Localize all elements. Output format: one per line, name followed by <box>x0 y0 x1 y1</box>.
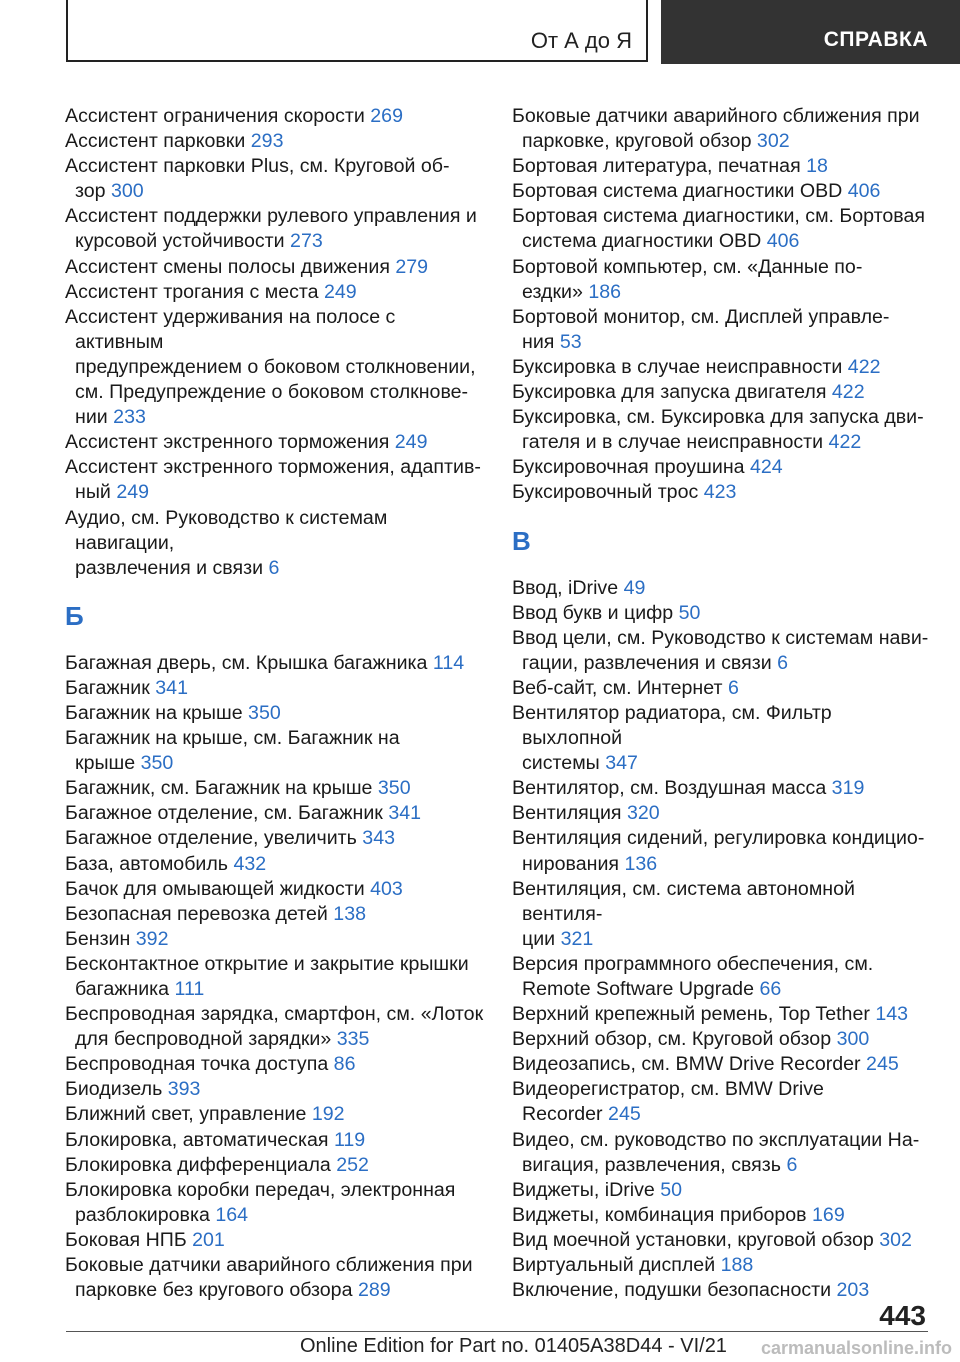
index-entry <box>65 204 485 254</box>
index-entry <box>65 927 485 952</box>
index-page-link[interactable]: 50 <box>678 601 701 624</box>
index-entry-text: Вентиляция сидений, регулировка кондицио- нирования <box>512 827 925 875</box>
index-entry-text: Багажное отделение, см. Багажник <box>65 802 383 825</box>
index-entry-text: Вентиляция <box>512 802 622 825</box>
index-entry-text: Включение, подушки безопасности <box>512 1279 832 1302</box>
index-entry <box>65 154 485 204</box>
index-entry <box>512 601 932 626</box>
index-entry <box>65 877 485 902</box>
index-entry <box>512 1128 932 1178</box>
index-entry <box>512 380 932 405</box>
index-entry-text: Багажная дверь, см. Крышка багажника <box>65 651 428 674</box>
tab-a-to-z-label: От А до Я <box>530 28 632 53</box>
index-entry <box>65 455 485 505</box>
index-entry-text: Ассистент удерживания на полосе с активным предупреждением о боковом столкновении, см. Предупреждение о боковом столкнове- нии <box>65 305 476 429</box>
index-page-link[interactable]: 432 <box>233 852 267 875</box>
index-page-link[interactable]: 300 <box>836 1028 870 1051</box>
index-entry-text: Бортовая система диагностики, см. Бортовая система диагностики OBD <box>512 205 925 253</box>
index-entry-text: Версия программного обеспечения, см. Remote Software Upgrade <box>512 952 874 1000</box>
index-page-link[interactable]: 403 <box>370 877 403 900</box>
index-entry-text: Беспроводная зарядка, смартфон, см. «Лоток для беспроводной зарядки» <box>65 1003 484 1051</box>
index-page-link[interactable]: 321 <box>560 927 594 950</box>
index-entry-text: Бортовая система диагностики OBD <box>512 180 843 203</box>
index-entry-text: Виртуальный дисплей <box>512 1254 716 1277</box>
index-page-link[interactable]: 424 <box>750 456 783 479</box>
index-entry-text: База, автомобиль <box>65 852 229 875</box>
index-page-link[interactable]: 164 <box>215 1203 249 1226</box>
index-entry-text: Ассистент парковки <box>65 130 246 153</box>
index-entry-text: Биодизель <box>65 1078 163 1101</box>
index-page-link[interactable]: 350 <box>140 752 174 775</box>
index-column-left <box>65 104 485 1303</box>
index-entry <box>65 776 485 801</box>
index-entry <box>65 1253 485 1303</box>
index-entry <box>512 355 932 380</box>
index-page-link[interactable]: 293 <box>250 130 284 153</box>
index-entry-text: Вентиляция, см. система автономной вентиля- ции <box>512 877 855 950</box>
index-entry <box>512 204 932 254</box>
index-page-link[interactable]: 18 <box>806 155 828 178</box>
edition-note: Online Edition for Part no. 01405A38D44 - VI/21 <box>300 1335 727 1357</box>
index-entry <box>65 1228 485 1253</box>
watermark: carmanualsonline.info <box>760 1338 952 1358</box>
index-entry <box>65 506 485 581</box>
index-page-link[interactable]: 279 <box>395 255 429 278</box>
index-entry-text: Бачок для омывающей жидкости <box>65 877 365 900</box>
index-entry <box>512 952 932 1002</box>
index-page-link[interactable]: 49 <box>623 576 646 599</box>
index-entry-text: Веб-сайт, см. Интернет <box>512 676 723 699</box>
index-entry <box>65 1178 485 1228</box>
index-entry <box>65 1052 485 1077</box>
index-entry-text: Видео, см. руководство по эксплуатации На- вигация, развлечения, связь <box>512 1128 920 1176</box>
index-entry <box>512 1002 932 1027</box>
index-page-link[interactable]: 406 <box>766 230 800 253</box>
index-entry-text: Блокировка дифференциала <box>65 1153 331 1176</box>
index-page-link[interactable]: 66 <box>759 978 782 1000</box>
index-page-link[interactable]: 6 <box>786 1153 798 1176</box>
tab-reference[interactable] <box>661 0 960 64</box>
index-entry-text: Ввод цели, см. Руководство к системам нави- гации, развлечения и связи <box>512 626 929 674</box>
index-entry <box>512 1027 932 1052</box>
index-entry-text: Видеорегистратор, см. BMW Drive Recorder <box>512 1078 824 1126</box>
index-page-link[interactable]: 169 <box>812 1203 845 1226</box>
index-entry-text: Беспроводная точка доступа <box>65 1053 329 1076</box>
index-page-link[interactable]: 347 <box>605 752 638 775</box>
index-entry <box>65 952 485 1002</box>
index-page-link[interactable]: 341 <box>155 676 188 699</box>
index-entry-text: Верхний обзор, см. Круговой обзор <box>512 1028 832 1051</box>
index-entry <box>512 405 932 455</box>
index-entry <box>512 1178 932 1203</box>
index-page-link[interactable]: 143 <box>875 1003 909 1026</box>
index-entry <box>512 626 932 676</box>
index-entry <box>512 104 932 154</box>
index-entry-text: Блокировка, автоматическая <box>65 1128 329 1151</box>
index-entry <box>65 651 485 676</box>
index-entry <box>65 701 485 726</box>
index-page-link[interactable]: 114 <box>432 651 465 674</box>
index-entry <box>512 1228 932 1253</box>
index-page-link[interactable]: 201 <box>192 1228 225 1251</box>
index-entry-text: Ближний свет, управление <box>65 1103 307 1126</box>
index-page-link[interactable]: 245 <box>866 1053 899 1076</box>
index-entry <box>512 877 932 952</box>
index-page-link[interactable]: 422 <box>831 381 865 404</box>
index-entry-text: Багажное отделение, увеличить <box>65 827 357 850</box>
index-page-link[interactable]: 186 <box>588 280 622 303</box>
index-page-link[interactable]: 6 <box>727 676 739 699</box>
index-entry-text: Ассистент трогания с места <box>65 280 319 303</box>
index-page-link[interactable]: 422 <box>828 431 862 454</box>
index-page-link[interactable]: 252 <box>336 1153 369 1176</box>
index-letter-heading: В <box>512 525 531 556</box>
index-page-link[interactable]: 245 <box>608 1103 641 1126</box>
index-entry-text: Боковые датчики аварийного сближения при парковке, круговой обзор <box>512 105 920 153</box>
footer-divider <box>66 1331 928 1332</box>
index-page-link[interactable]: 136 <box>624 852 658 875</box>
index-page-link[interactable]: 300 <box>111 180 144 203</box>
index-entry <box>65 726 485 776</box>
index-entry-text: Боковые датчики аварийного сближения при парковке без кругового обзора <box>65 1254 473 1302</box>
index-page-link[interactable]: 319 <box>831 777 865 800</box>
index-page-link[interactable]: 138 <box>333 902 366 925</box>
index-entry-text: Ввод букв и цифр <box>512 601 674 624</box>
index-entry <box>512 255 932 305</box>
index-entry-text: Буксировочная проушина <box>512 456 745 479</box>
index-entry-text: Буксировочный трос <box>512 481 699 504</box>
index-entry-text: Бортовой компьютер, см. «Данные по- ездки» <box>512 255 863 303</box>
index-entry-text: Ассистент парковки Plus, см. Круговой об- зор <box>65 155 450 203</box>
index-entry <box>65 255 485 280</box>
index-page-link[interactable]: 249 <box>394 431 428 454</box>
index-entry-text: Боковая НПБ <box>65 1228 187 1251</box>
index-entry <box>512 826 932 876</box>
index-entry-text: Ассистент поддержки рулевого управления и курсовой устойчивости <box>65 205 477 253</box>
index-entry-text: Видеозапись, см. BMW Drive Recorder <box>512 1053 861 1076</box>
index-entry <box>512 1253 932 1278</box>
index-entry-text: Ввод, iDrive <box>512 576 619 599</box>
index-entry <box>512 576 932 601</box>
index-entry <box>65 801 485 826</box>
index-entry-text: Бесконтактное открытие и закрытие крышки багажника <box>65 952 469 1000</box>
index-page-link[interactable]: 302 <box>756 130 790 153</box>
index-entry <box>65 852 485 877</box>
index-entry-text: Вентилятор радиатора, см. Фильтр выхлопной системы <box>512 701 832 775</box>
index-entry-text: Вид моечной установки, круговой обзор <box>512 1228 874 1251</box>
index-entry <box>512 154 932 179</box>
index-entry-text: Аудио, см. Руководство к системам навигации, развлечения и связи <box>65 506 388 579</box>
index-entry <box>512 776 932 801</box>
index-entry-text: Буксировка для запуска двигателя <box>512 381 827 404</box>
index-entry <box>65 1077 485 1102</box>
index-page-link[interactable]: 406 <box>847 180 881 203</box>
index-entry <box>512 1077 932 1127</box>
index-page-link[interactable]: 423 <box>703 481 737 504</box>
index-entry <box>65 826 485 851</box>
index-page-link[interactable]: 119 <box>333 1128 366 1151</box>
index-entry-text: Ассистент ограничения скорости <box>65 105 365 127</box>
index-entry <box>512 179 932 204</box>
index-page-link[interactable]: 302 <box>879 1228 912 1251</box>
index-entry-text: Багажник на крыше <box>65 701 243 724</box>
index-page-link[interactable]: 249 <box>116 481 150 504</box>
index-entry <box>512 480 932 505</box>
index-page-link[interactable]: 53 <box>559 330 582 353</box>
index-page-link[interactable]: 111 <box>174 978 205 1000</box>
index-page-link[interactable]: 203 <box>836 1279 870 1302</box>
index-page-link[interactable]: 273 <box>290 230 323 253</box>
index-entry <box>65 305 485 430</box>
index-entry <box>65 104 485 129</box>
index-entry <box>65 1102 485 1127</box>
index-page-link[interactable]: 86 <box>333 1053 356 1076</box>
index-entry <box>512 676 932 701</box>
index-page-link[interactable]: 341 <box>388 802 422 825</box>
index-entry <box>65 676 485 701</box>
index-page-link[interactable]: 6 <box>268 556 280 579</box>
index-letter-heading: Б <box>65 600 84 631</box>
index-entry <box>65 129 485 154</box>
index-entry-text: Буксировка, см. Буксировка для запуска дви- гателя и в случае неисправности <box>512 406 924 454</box>
index-entry <box>65 1153 485 1178</box>
index-entry <box>512 701 932 776</box>
index-entry <box>512 305 932 355</box>
tab-a-to-z[interactable] <box>66 0 648 62</box>
index-entry-text: Бензин <box>65 927 131 950</box>
page-header <box>0 0 960 66</box>
index-page-link[interactable]: 350 <box>377 777 411 800</box>
index-entry-text: Безопасная перевозка детей <box>65 902 328 925</box>
index-page-link[interactable]: 320 <box>626 802 660 825</box>
index-entry <box>512 801 932 826</box>
index-entry-text: Багажник <box>65 676 150 699</box>
index-entry-text: Ассистент экстренного торможения <box>65 431 390 454</box>
index-entry <box>512 1278 932 1303</box>
index-entry <box>65 1128 485 1153</box>
index-page-link[interactable]: 335 <box>336 1028 370 1051</box>
index-page-link[interactable]: 422 <box>847 355 881 378</box>
page-number: 443 <box>879 1300 926 1331</box>
index-entry-text: Блокировка коробки передач, электронная разблокировка <box>65 1178 456 1226</box>
index-entry-text: Вентилятор, см. Воздушная масса <box>512 777 827 800</box>
index-page-link[interactable]: 249 <box>324 280 357 303</box>
index-entry <box>65 430 485 455</box>
index-entry <box>65 1002 485 1052</box>
index-entry-text: Бортовой монитор, см. Дисплей управле- ния <box>512 305 890 353</box>
index-page-link[interactable]: 188 <box>720 1254 754 1277</box>
index-entry <box>512 1052 932 1077</box>
index-page-link[interactable]: 393 <box>167 1078 201 1101</box>
index-entry-text: Ассистент смены полосы движения <box>65 255 390 278</box>
index-entry-text: Виджеты, iDrive <box>512 1178 655 1201</box>
index-page-link[interactable]: 233 <box>113 406 146 429</box>
index-entry <box>512 455 932 480</box>
index-entry-text: Буксировка в случае неисправности <box>512 355 843 378</box>
index-column-right <box>512 104 932 1303</box>
index-page-link[interactable]: 343 <box>362 827 395 850</box>
index-page-link[interactable]: 350 <box>248 701 281 724</box>
index-entry <box>65 280 485 305</box>
index-page-link[interactable]: 50 <box>660 1178 683 1201</box>
index-entry-text: Багажник, см. Багажник на крыше <box>65 777 373 800</box>
index-entry-text: Ассистент экстренного торможения, адаптив- ный <box>65 456 481 504</box>
tab-reference-label: СПРАВКА <box>823 28 928 51</box>
index-page-link[interactable]: 6 <box>777 651 789 674</box>
index-entry-text: Бортовая литература, печатная <box>512 155 801 178</box>
index-page-link[interactable]: 289 <box>357 1279 391 1302</box>
index-page-link[interactable]: 192 <box>311 1103 345 1126</box>
index-entry <box>512 1203 932 1228</box>
index-entry-text: Багажник на крыше, см. Багажник на крыше <box>65 727 400 775</box>
index-entry <box>65 902 485 927</box>
index-page-link[interactable]: 269 <box>370 105 403 127</box>
index-entry-text: Виджеты, комбинация приборов <box>512 1203 807 1226</box>
index-entry-text: Верхний крепежный ремень, Top Tether <box>512 1003 870 1026</box>
index-page-link[interactable]: 392 <box>135 927 169 950</box>
